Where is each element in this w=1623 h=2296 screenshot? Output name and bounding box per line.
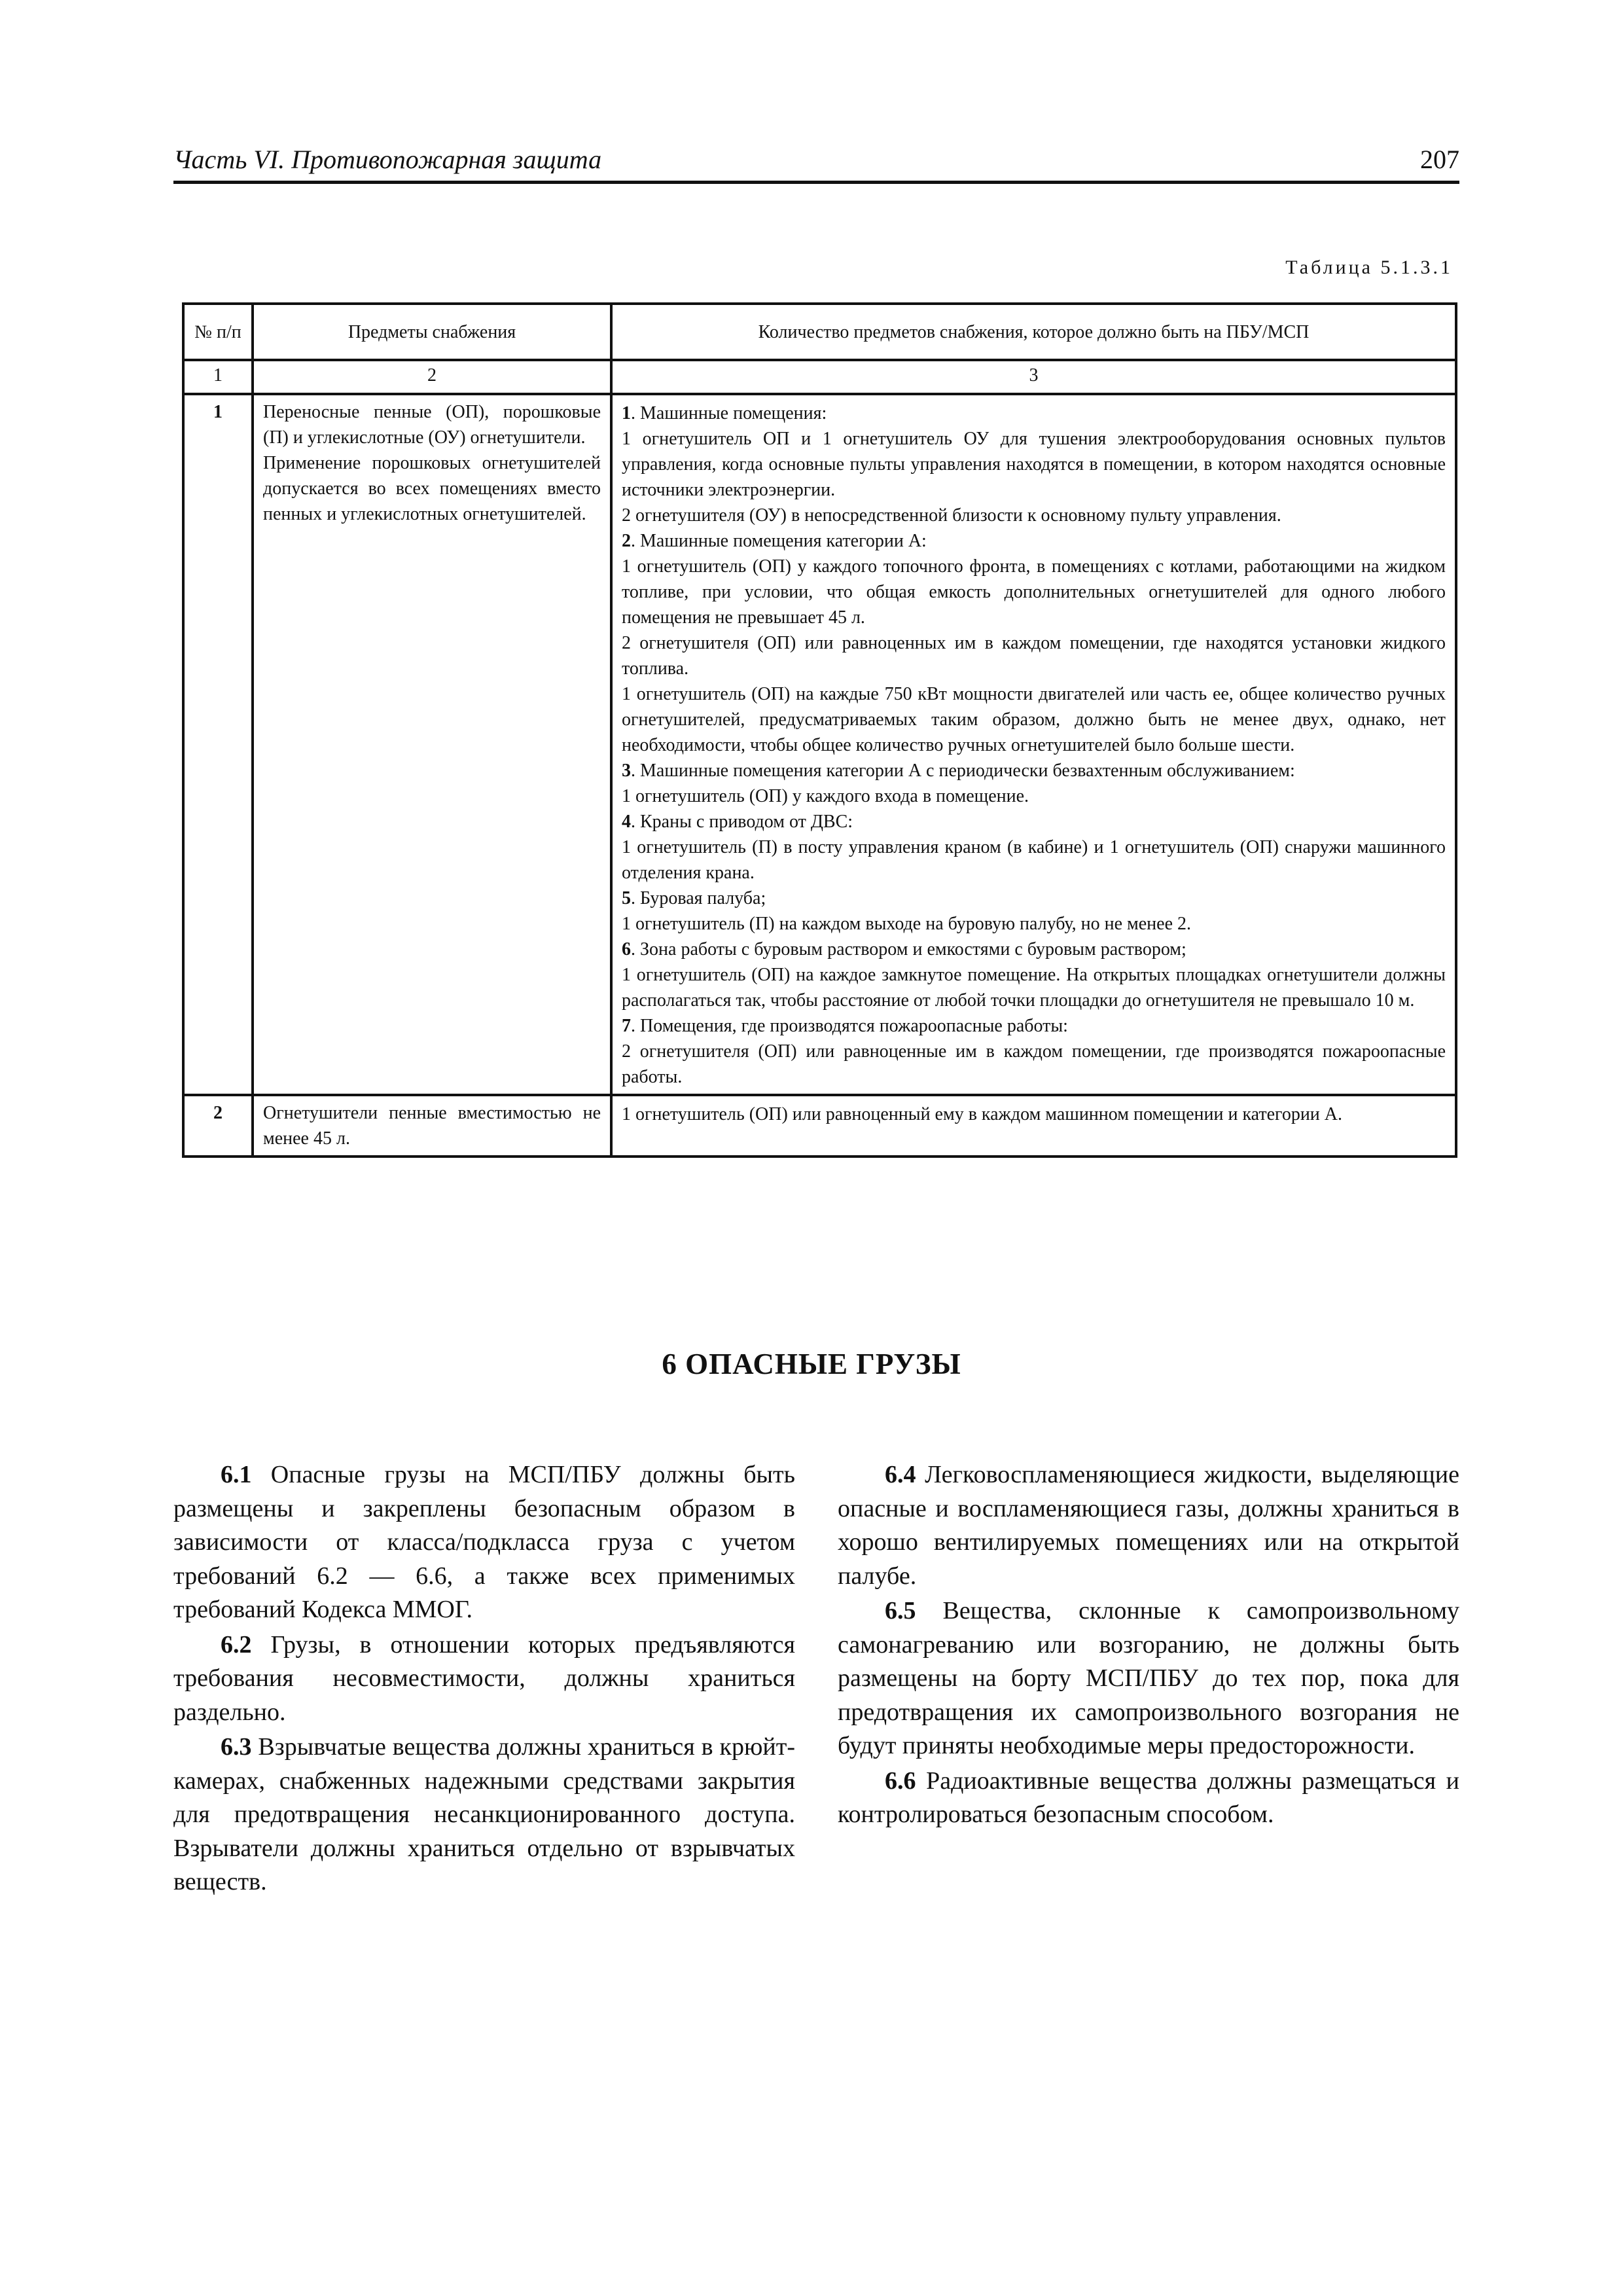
paragraph-number: 6.5 [885,1597,916,1624]
quantity-line-text: . Помещения, где производятся пожароопасные работы: [631,1016,1068,1036]
paragraph-text: Взрывчатые вещества должны храниться в крюйт-камерах, снабженных надежными средствами закрытия для предотвращения несанкционированного доступа. Взрыватели должны храниться отдельно от взрывчатых веществ. [173,1733,795,1895]
quantity-line-text: 1 огнетушитель (ОП) или равноценный ему в каждом машинном помещении и категории А. [622,1104,1343,1124]
quantity-cell [611,1095,1456,1157]
body-paragraph [838,1594,1459,1763]
supply-item-text: Применение порошковых огнетушителей допускается во всех помещениях вместо пенных и углекислотных огнетушителей. [263,453,601,524]
text-column-right [838,1458,1459,1833]
quantity-line [622,962,1446,1013]
quantity-line-text: 1 огнетушитель (ОП) на каждое замкнутое помещение. На открытых площадках огнетушители должны располагаться так, чтобы расстояние от любой точки площадки до огнетушителя не превышало 10 м. [622,965,1446,1011]
quantity-line [622,937,1446,962]
body-paragraph [173,1731,795,1899]
quantity-item-number: 7 [622,1016,631,1036]
running-head [173,139,1459,184]
quantity-line-text: 1 огнетушитель (П) в посту управления краном (в кабине) и 1 огнетушитель (ОП) снаружи машинного отделения крана. [622,837,1446,883]
quantity-line [622,1039,1446,1090]
paragraph-number: 6.3 [221,1733,252,1761]
body-paragraph [838,1765,1459,1832]
quantity-line [622,911,1446,937]
quantity-line [622,681,1446,758]
quantity-line [622,630,1446,681]
quantity-line-text: . Краны с приводом от ДВС: [631,812,853,832]
running-head-title: Часть VI. Противопожарная защита [173,145,602,174]
quantity-line-text: 2 огнетушителя (ОУ) в непосредственной близости к основному пульту управления. [622,505,1281,526]
table-column-numbers-row [183,360,1456,394]
paragraph-text: Опасные грузы на МСП/ПБУ должны быть размещены и закреплены безопасным образом в зависимости от класса/подкласса груза с учетом требований 6.2 — 6.6, а также всех применимых требований Кодекса ММОГ. [173,1461,795,1623]
quantity-item-number: 5 [622,888,631,908]
quantity-line-text: 2 огнетушителя (ОП) или равноценных им в каждом помещении, где находятся установки жидкого топлива. [622,633,1446,679]
quantity-line [622,426,1446,503]
page-number: 207 [1420,145,1459,174]
quantity-line-text: . Машинные помещения категории А с периодически безвахтенным обслуживанием: [631,761,1295,781]
quantity-line-text: 1 огнетушитель (ОП) у каждого входа в помещение. [622,786,1029,806]
paragraph-text: Легковоспламеняющиеся жидкости, выделяющие опасные и воспламеняющиеся газы, должны храниться в хорошо вентилируемых помещениях или на открытой палубе. [838,1461,1459,1590]
table-header-cell: Количество предметов снабжения, которое должно быть на ПБУ/МСП [611,304,1456,360]
quantity-item-number: 3 [622,761,631,781]
quantity-line [622,834,1446,886]
quantity-line-text: 1 огнетушитель (П) на каждом выходе на буровую палубу, но не менее 2. [622,914,1192,934]
paragraph-number: 6.4 [885,1461,916,1488]
quantity-line [622,758,1446,783]
supply-items-cell [253,394,611,1095]
quantity-line [622,1013,1446,1039]
quantity-line [622,809,1446,834]
quantity-item-number: 1 [622,403,631,423]
quantity-line [622,401,1446,426]
quantity-item-number: 6 [622,939,631,960]
quantity-line-text: . Зона работы с буровым раствором и емкостями с буровым раствором; [631,939,1186,960]
body-paragraph [173,1628,795,1730]
quantity-line-text: . Машинные помещения категории А: [631,531,927,551]
paragraph-text: Вещества, склонные к самопроизвольному самонагреванию или возгоранию, не должны быть размещены на борту МСП/ПБУ до тех пор, пока для предотвращения их самопроизвольного возгорания не будут приняты необходимые меры предосторожности. [838,1597,1459,1759]
quantity-line-text: 1 огнетушитель (ОП) у каждого топочного фронта, в помещениях с котлами, работающими на жидком топливе, при условии, что общая емкость дополнительных огнетушителей для одного любого помещения не превышает 45 л. [622,556,1446,628]
quantity-line [622,886,1446,911]
body-paragraph [173,1458,795,1627]
quantity-line-text: . Машинные помещения: [631,403,827,423]
column-number: 1 [183,360,253,394]
quantity-line-text: . Буровая палуба; [631,888,766,908]
table-header-cell: № п/п [183,304,253,360]
row-number: 2 [183,1095,253,1157]
supply-items-cell [253,1095,611,1157]
paragraph-number: 6.2 [221,1630,252,1659]
paragraph-number: 6.1 [221,1461,252,1488]
quantity-line [622,1102,1446,1127]
body-paragraph [838,1458,1459,1593]
table-row [183,1095,1456,1157]
quantity-line-text: 2 огнетушителя (ОП) или равноценные им в каждом помещении, где производятся пожароопасные работы. [622,1041,1446,1087]
quantity-line [622,528,1446,554]
supply-item-text: Переносные пенные (ОП), порошковые (П) и углекислотные (ОУ) огнетушители. [263,402,601,448]
table-caption: Таблица 5.1.3.1 [1285,257,1453,278]
quantity-item-number: 4 [622,812,631,832]
column-number: 3 [611,360,1456,394]
section-title: 6 ОПАСНЫЕ ГРУЗЫ [662,1348,961,1380]
text-column-left [173,1458,795,1901]
supply-item-text: Огнетушители пенные вместимостью не менее 45 л. [263,1103,601,1149]
paragraph-text: Радиоактивные вещества должны размещаться и контролироваться безопасным способом. [838,1767,1459,1828]
quantity-cell [611,394,1456,1095]
quantity-line-text: 1 огнетушитель (ОП) на каждые 750 кВт мощности двигателей или часть ее, общее количество ручных огнетушителей, предусматриваемых таким образом, должно быть не менее двух, однако, нет необходимости, чтобы общее количество ручных огнетушителей было больше шести. [622,684,1446,755]
column-number: 2 [253,360,611,394]
table-row [183,394,1456,1095]
quantity-item-number: 2 [622,531,631,551]
table-header-cell: Предметы снабжения [253,304,611,360]
paragraph-number: 6.6 [885,1767,916,1795]
table-header-row [183,304,1456,360]
quantity-line [622,503,1446,528]
quantity-line-text: 1 огнетушитель ОП и 1 огнетушитель ОУ для тушения электрооборудования основных пультов управления, когда основные пульты управления находятся в помещении, в котором находятся основные источники электроэнергии. [622,429,1446,500]
paragraph-text: Грузы, в отношении которых предъявляются требования несовместимости, должны храниться раздельно. [173,1630,795,1726]
supply-table [182,302,1457,1158]
row-number: 1 [183,394,253,1095]
quantity-line [622,554,1446,630]
quantity-line [622,783,1446,809]
